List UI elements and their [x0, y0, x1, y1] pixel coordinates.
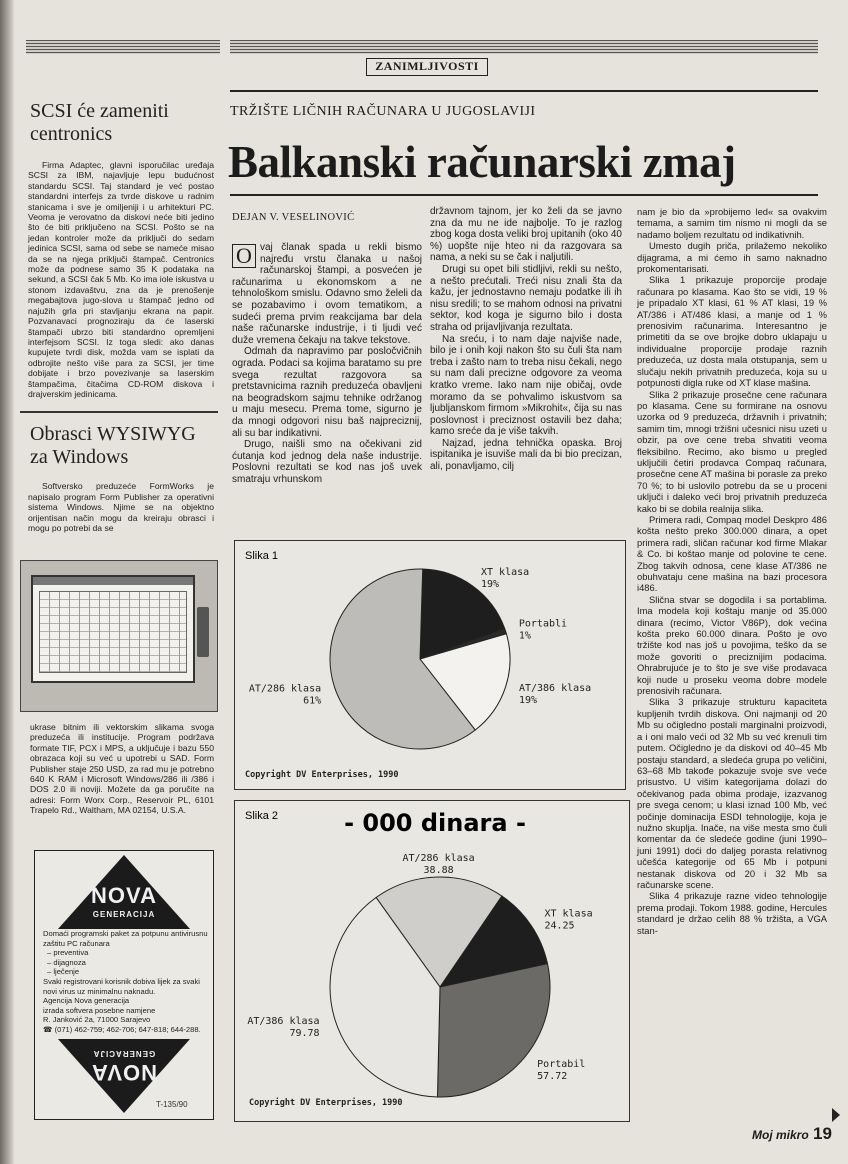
pie-slice: [437, 964, 550, 1097]
section-tag: ZANIMLJIVOSTI: [366, 58, 488, 76]
article-paragraph: [232, 242, 422, 346]
chart-copyright: Copyright DV Enterprises, 1990: [249, 1098, 403, 1108]
item1-title: SCSI će zameniti centronics: [30, 100, 169, 145]
item2-body-a: [20, 481, 218, 533]
slice-value-label: 38.88: [423, 865, 454, 877]
chart-slika-2: [234, 800, 630, 1122]
chart-subtitle: - 000 dinara -: [344, 809, 526, 837]
item1-paragraph: Firma Adaptec, glavni isporučilac uređaja SCSI za IBM, najavljuje lepu budućnost standardu SCSI. Taj standard je već postao standardni interfejs za tvrde diskove u radnim stanicama i sve je omiljeniji i u arhitekturi PC. Veoma je verovatno da diskovi neće biti jedino što će biti priključeno na SCSI. Pošto se na jedan kontroler može da priključi do sedam jedinica SCSI, sama od sebe se nameće misao da se na njega priključi štampač. Centronics može da podnese samo 35 K podataka na sekund, a SCSI čak 5 Mb. Ko ima iole iskustva u stonom izdavaštvu, zna da je prenošenje megabajtova jugo-slova u štampač jedno od najužih grla pri stavljanju ekrana na papir. Pozvanavaci prognoziraju da će laserski štampači ubrzo biti standardno opremljeni interfejsom SCSI. Iz toga sledi: ako danas kupujete tvrdi disk, možda vam se isplati da odbrojite nešto više para za SCSI, jer time dobijate i brzo povezivanje sa laserskim štampačima, čitačima CD-ROM diskova i drajverskim jedinicama.: [28, 160, 214, 399]
slice-value-label: 19%: [481, 578, 500, 590]
ad-line: – dijagnoza: [47, 957, 86, 967]
drop-cap: O: [232, 244, 256, 268]
ad-line: – preventiva: [47, 948, 89, 958]
nova-generacija-ad: [34, 850, 214, 1120]
article-paragraph: Odmah da napravimo par posločvičnih ograda. Podaci sa kojima baratamo su pre svega rezultat razgovora sa pretstavnicima raznih preduzeća obavljeni na beogradskom sajmu tehnike održanog u maju mesecu. Prema tome, sigurno je da mnogi odgovori nisu baš najpreciznij, ali su bar indikativni.: [232, 346, 422, 439]
author: DEJAN V. VESELINOVIĆ: [232, 212, 355, 223]
ad-line: Domaći programski paket za potpunu antivirusnu zaštitu PC računara: [43, 929, 208, 948]
ad-line: Agencija Nova generacija: [43, 996, 130, 1006]
article-paragraph: Slika 3 prikazuje strukturu kapaciteta kupljenih tvrdih diskova. Oni najmanji od 20 Mb su očigledno postali marginalni proizvodi, a i oni malo veći od 32 Mb su već krenuli tim putem. Očigledno je da diskovi od 40–45 Mb postaju standard, a sledeća grupa po veličini, 63–68 Mb takođe pokazuje svoje sve veće prisustvo. U višim kategorijama dolazi do očekivanog pada obima prodaje, izazvanog pre svega cenom; u klasi iznad 100 Mb, već počinje dominacija ESDI tehnologije, koja je nužno skuplja. Inače, na više mesta smo čuli komentar da će sledeće godine (juni 1990–juni 1991) doći do daljeg porasta relativnog učešća kategorije od 65 Mb i potpuni nestanak diskova od 20 i 32 Mb sa računarske scene.: [637, 696, 827, 890]
nova-logo-subtext: GENERACIJA: [92, 910, 156, 919]
slice-label: XT klasa: [544, 908, 593, 920]
nova-logo-subtext: GENERACIJA: [92, 1049, 156, 1058]
screen-form-grid: [39, 591, 187, 673]
continue-arrow-icon: [832, 1108, 840, 1122]
slice-value-label: 57.72: [537, 1071, 568, 1083]
headline-rule: [230, 194, 818, 196]
article-paragraph: Na sreću, i to nam daje najviše nade, bilo je i onih koji nakon što su čuli šta nam treba i zašto nam to treba nisu čekali, nego su nam dali precizne odgovore za veoma kratko vreme. Iako nam nije običaj, ovde moramo da se pohvalimo iskustvom sa ljubljanskom firmom »Mikrohit«, čija su nas poslovnost i preciznost ostavili bez daha; kamo sreće da je više takvih.: [430, 333, 622, 438]
lead-text: vaj članak spada u rekli bismo najređu vrstu članaka u našoj računarskoj štampi, a posvećen je računarima u ekonomskom a ne tehnološkom smislu. Odavno smo želeli da se pozabavimo i ovom tematikom, a sudeći prema prvim reakcijama bar dela naše računarske industrije, i ti ljudi već duže vremena čekaju na takve tekstove.: [232, 242, 422, 346]
headline: Balkanski računarski zmaj: [228, 137, 736, 187]
article-column-2: [430, 206, 622, 473]
article-column-1: [232, 242, 422, 485]
monitor-knob: [197, 607, 209, 657]
article-paragraph: Primera radi, Compaq model Deskpro 486 košta nešto preko 300.000 dinara, a opet primera radi, sličan računar kod firme Mlakar & Co. bi koštao manje od polovine te cene. Zbog takvih odnosa, cene klase AT/386 ne obuhvataju cene mašina na bazi procesora i486.: [637, 513, 827, 594]
ad-code: T-135/90: [156, 1100, 188, 1109]
chart-title: Slika 1: [245, 550, 279, 562]
article-paragraph: Umesto dugih priča, prilažemo nekoliko dijagrama, a mi ćemo ih samo naknadno prokomentarisati.: [637, 240, 827, 275]
nova-logo-top: [58, 855, 190, 929]
item2-paragraph-b: ukrase bitnim ili vektorskim slikama svoga preduzeća ili institucije. Program podržava formate TIF, PCX i MPS, a uključuje i bazu 550 obrazaca koji su već u upotrebi u SAD. Form Publisher staje 250 USD, za rad mu je potrebno 640 K RAM i Microsoft Windows/286 ili /386 i DOS 2.0 ili noviji. Možete da ga poručite na adresi: Form Worx Corp., Reservoir PL, 6101 Trapelo Rd., Waltham, MA 02154, U.S.A.: [30, 722, 214, 816]
form-publisher-screenshot: [20, 560, 218, 712]
chart-title: Slika 2: [245, 810, 279, 822]
article-paragraph: Slika 2 prikazuje prosečne cene računara po klasama. Cene su formirane na osnovu uzorka od 9 preduzeća, državnih i privatnih; samim tim, mnogi tržišni učesnici nisu uzeti u obzir, pa ove cene treba shvatiti veoma fleksibilno. Recimo, ako bismo u pregled uključili četiri prodavca Compaq računara, prosečne cene AT mašina bi porasle za preko 70 %; to bi uslovilo potrebu da se u proceni uključi i daleko veći broj privatnih preduzeća kako bi se dobila realnija slika.: [637, 388, 827, 514]
top-rule-right: [230, 40, 818, 54]
slice-value-label: 19%: [518, 694, 538, 706]
ad-line: – lječenje: [47, 967, 80, 977]
item2-title: Obrasci WYSIWYG za Windows: [30, 423, 196, 469]
article-column-3: [637, 206, 827, 936]
article-paragraph: Slična stvar se dogodila i sa portablima. Ima modela koji koštaju manje od 35.000 dinara (recimo, Victor V86P), dok većina košta preko 60.000 dinara. Pošto je ovo tržište kod nas još u povojima, teško da se može govoriti o preciznijim podacima. Ohrabrujuće je to što je sve više prodavaca koji nude u proseku veoma dobre modele prenosivih računara.: [637, 593, 827, 697]
slice-label: AT/386 klasa: [518, 682, 592, 694]
slice-label: AT/286 klasa: [402, 853, 475, 865]
page-number: 19: [813, 1124, 832, 1143]
screen-title-bar: [33, 577, 193, 585]
slice-value-label: 1%: [518, 630, 531, 642]
slice-label: Portabil: [537, 1059, 586, 1071]
slice-label: Portabli: [518, 618, 568, 630]
ad-line: izrada softvera posebne namjene: [43, 1005, 156, 1015]
footer-brand: Moj mikro: [752, 1128, 809, 1142]
screen-image: [31, 575, 195, 683]
slice-label: AT/286 klasa: [248, 683, 322, 695]
chart-slika-2-svg: [235, 801, 631, 1123]
article-paragraph: Drugi su opet bili stidljivi, rekli su nešto, a nešto prećutali. Treći nisu znali šta da kažu, jer jednostavno nemaju podatke ili ih nisu sredili; to se mahom odnosi na privatni sektor, kod koga je sigurno bilo i dosta straha od prijavljivanja rezultata.: [430, 263, 622, 333]
item2-paragraph-a: Softversko preduzeće FormWorks je napisalo program Form Publisher za operativni sistema Windows. Njime se na objektno orijentisan način mogu da kreiraju obrasci i mogu po potrebi da se: [28, 481, 214, 533]
item2-body-b: [30, 722, 214, 816]
left-column: [20, 70, 218, 533]
header-rule: [230, 90, 818, 92]
article-paragraph: Slika 4 prikazuje razne video tehnologije prema prodaji. Tokom 1988. godine, Hercules standard je držao celih 88 % tržišta, a VGA stan-: [637, 890, 827, 936]
article-paragraph: državnom tajnom, jer ko želi da se javno zna da mu ne ide najbolje. To je razlog zbog koga dosta veliki broj upitanih (oko 40 %) uopšte nije hteo ni da razgovara sa nama, a neki su se čak i naljutili.: [430, 206, 622, 264]
binding-shadow: [0, 0, 14, 1164]
article-paragraph: nam je bio da »probijemo led« sa ovakvim temama, a samim tim nismo ni mogli da se nadamo boljem rezultatu od indikativnih.: [637, 206, 827, 240]
slice-value-label: 79.78: [289, 1028, 320, 1040]
chart-slika-1-svg: [235, 541, 627, 791]
ad-line: Svaki registrovani korisnik dobiva lijek za svaki novi virus uz minimalnu naknadu.: [43, 976, 200, 996]
ad-text: [43, 929, 211, 1035]
item1-body: [20, 160, 218, 399]
chart-slika-1: [234, 540, 626, 790]
slice-value-label: 24.25: [544, 920, 575, 932]
chart-copyright: Copyright DV Enterprises, 1990: [245, 770, 399, 780]
nova-logo-text: NOVA: [91, 883, 157, 908]
slice-label: AT/386 klasa: [247, 1016, 320, 1028]
ad-line: ☎ (071) 462-759; 462-706; 647-818; 644-288.: [43, 1024, 201, 1034]
kicker: TRŽIŠTE LIČNIH RAČUNARA U JUGOSLAVIJI: [230, 104, 536, 119]
article-paragraph: Najzad, jedna tehnička opaska. Broj ispitanika je isuviše mali da bi bio precizan, ali, ponavljamo, cilj: [430, 437, 622, 473]
slice-value-label: 61%: [303, 695, 322, 707]
article-paragraph: Slika 1 prikazuje proporcije prodaje računara po klasama. Kao što se vidi, 19 % je pripadalo XT klasi, 61 % AT klasi, 19 % AT/386 i AT/486 klasi, a manje od 1 % prenosivim računarima. Interesantno je primetiti da se ove brojke dobro uklapaju u individualne proporcije prodaje raznih preduzeća, uz dosta mala otstupanja, sem u slučaju nekih privatnih preduzeća, koja su u potpunosti digla ruke od XT klase mašina.: [637, 274, 827, 389]
nova-logo-text: NOVA: [91, 1060, 157, 1085]
slice-label: XT klasa: [481, 566, 530, 578]
top-rule-left: [26, 40, 220, 54]
article-paragraph: Drugo, naišli smo na očekivani zid ćutanja kod jednog dela naše industrije. Poslovni rezultati se kod nas još uvek smatraju vrhunskom: [232, 439, 422, 485]
ad-line: R. Janković 2a, 71000 Sarajevo: [43, 1015, 151, 1025]
divider: [20, 411, 218, 413]
